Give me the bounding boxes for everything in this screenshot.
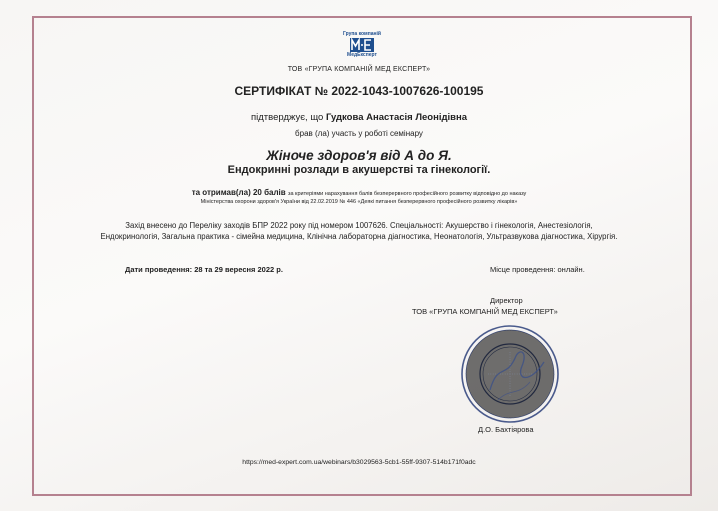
logo-top-text: Група компаній xyxy=(342,31,381,37)
event-dates: Дати проведення: 28 та 29 вересня 2022 р. xyxy=(125,265,283,274)
logo-bottom-text: МедЕксперт xyxy=(347,52,377,58)
director-company: ТОВ «ГРУПА КОМПАНІЙ МЕД ЕКСПЕРТ» xyxy=(412,307,558,316)
event-info-line-1: Захід внесено до Переліку заходів БПР 2022 року під номером 1007626. Спеціальності: Акушерство і гінекологія, Анестезіологія, xyxy=(125,221,593,230)
confirm-line xyxy=(0,112,718,123)
points-line xyxy=(0,188,718,197)
recipient-name: Гудкова Анастасія Леонідівна xyxy=(325,112,467,123)
event-place: Місце проведення: онлайн. xyxy=(490,265,585,274)
points-criteria: за критеріями нарахування балів безперервного професійного розвитку відповідно до наказу xyxy=(287,191,527,197)
event-info-line-2: Ендокринологія, Загальна практика - сімейна медицина, Клінічна лабораторна діагностика, Неонатологія, Ультразвукова діагностика, Хірургія. xyxy=(100,232,618,241)
company-seal-icon xyxy=(458,322,562,426)
seminar-title: Жіноче здоров'я від А до Я. xyxy=(266,148,452,163)
confirm-prefix: підтверджує, що xyxy=(251,112,324,123)
ministry-order: Міністерства охорони здоров'я України від 22.02.2019 № 446 «Деякі питання безперервного професійного розвитку лікарів» xyxy=(200,199,518,205)
certificate-number: СЕРТИФІКАТ № 2022-1043-1007626-100195 xyxy=(234,84,484,98)
director-title: Директор xyxy=(490,296,523,305)
company-logo xyxy=(342,31,382,58)
signer-name: Д.О. Бахтіярова xyxy=(478,425,534,434)
points-main: та отримав(ла) 20 балів xyxy=(191,188,286,197)
logo-mark-icon xyxy=(350,38,374,52)
company-name: ТОВ «ГРУПА КОМПАНІЙ МЕД ЕКСПЕРТ» xyxy=(287,66,431,73)
participation-text: брав (ла) участь у роботі семінару xyxy=(295,129,423,138)
certificate-url[interactable]: https://med-expert.com.ua/webinars/b3029563-5cb1-55ff-9307-514b171f0adc xyxy=(242,459,476,466)
seminar-subtitle: Ендокринні розлади в акушерстві та гінекології. xyxy=(227,164,491,176)
